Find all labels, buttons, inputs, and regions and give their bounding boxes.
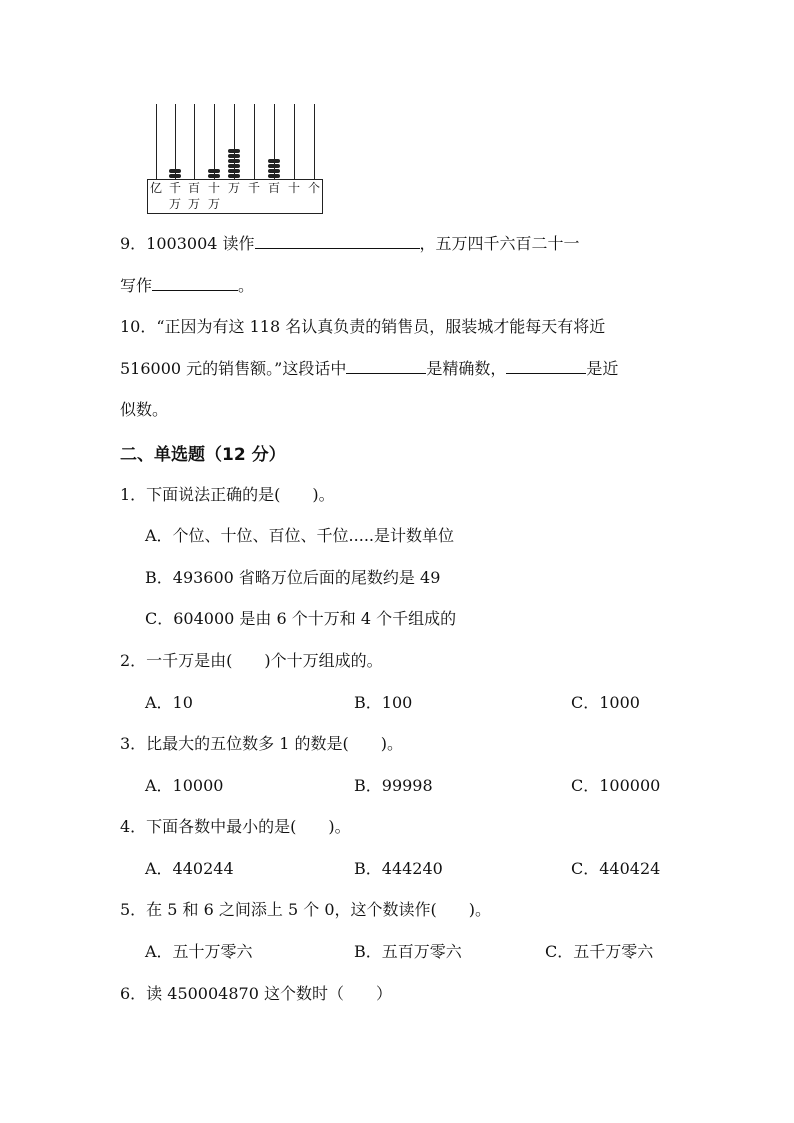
- abacus-bead: [228, 159, 240, 163]
- abacus-bead: [228, 164, 240, 168]
- mc-option[interactable]: A．10: [145, 693, 193, 712]
- abacus-label: 个: [307, 181, 320, 195]
- mc-option[interactable]: C．1000: [571, 693, 640, 712]
- abacus-label: 百: [267, 181, 280, 195]
- abacus-label: 万: [207, 197, 220, 211]
- question-text: 。: [238, 276, 255, 295]
- mc-option[interactable]: C．五千万零六: [545, 942, 654, 961]
- abacus-label: 百: [187, 181, 200, 195]
- abacus-bead: [169, 169, 181, 173]
- abacus-figure: [147, 104, 323, 212]
- question-10-line3: 似数。: [120, 400, 169, 419]
- question-text: 是近: [586, 359, 619, 378]
- question-text: 是精确数，: [426, 359, 507, 378]
- abacus-bead: [208, 169, 220, 173]
- abacus-label: 亿: [149, 181, 162, 195]
- question-9-line1: [120, 231, 580, 254]
- abacus-bead: [228, 174, 240, 178]
- abacus-label: 千: [168, 181, 181, 195]
- abacus-bead: [268, 169, 280, 173]
- mc-option[interactable]: A．440244: [145, 859, 234, 878]
- abacus-label: 十: [287, 181, 300, 195]
- abacus-bead: [268, 174, 280, 178]
- mc-question-stem: 3．比最大的五位数多 1 的数是( )。: [120, 734, 404, 753]
- mc-option[interactable]: C．604000 是由 6 个十万和 4 个千组成的: [145, 609, 457, 628]
- abacus-label: 十: [207, 181, 220, 195]
- abacus-rod: [314, 104, 315, 180]
- question-text: 516000 元的销售额。”这段话中: [120, 359, 347, 378]
- abacus-bead: [228, 149, 240, 153]
- abacus-rod: [156, 104, 157, 180]
- question-10-line2: [120, 356, 618, 379]
- mc-option[interactable]: B．100: [354, 693, 413, 712]
- abacus-rod: [254, 104, 255, 180]
- mc-question-stem: 4．下面各数中最小的是( )。: [120, 817, 351, 836]
- abacus-label: 万: [168, 197, 181, 211]
- mc-option[interactable]: B．五百万零六: [354, 942, 462, 961]
- mc-question-stem: 5．在 5 和 6 之间添上 5 个 0，这个数读作( )。: [120, 900, 491, 919]
- abacus-rod: [194, 104, 195, 180]
- mc-option[interactable]: C．100000: [571, 776, 661, 795]
- section-title: 二、单选题（12 分）: [120, 445, 286, 465]
- mc-option[interactable]: B．99998: [354, 776, 433, 795]
- mc-question-stem: 2．一千万是由( )个十万组成的。: [120, 651, 383, 670]
- abacus-bead: [228, 169, 240, 173]
- answer-blank[interactable]: [152, 274, 238, 291]
- mc-option[interactable]: A．个位、十位、百位、千位.....是计数单位: [145, 526, 454, 545]
- answer-blank[interactable]: [346, 357, 426, 374]
- abacus-bead: [268, 164, 280, 168]
- question-9-line2: [120, 273, 254, 296]
- answer-blank[interactable]: [255, 232, 420, 249]
- abacus-bead: [228, 154, 240, 158]
- question-text: 9．1003004 读作: [120, 234, 255, 253]
- mc-question-stem: 6．读 450004870 这个数时（ ）: [120, 984, 392, 1003]
- abacus-label: 万: [187, 197, 200, 211]
- abacus-label: 万: [227, 181, 240, 195]
- mc-option[interactable]: A．五十万零六: [145, 942, 253, 961]
- answer-blank[interactable]: [506, 357, 586, 374]
- abacus-label: 千: [247, 181, 260, 195]
- mc-option[interactable]: C．440424: [571, 859, 661, 878]
- question-10-line1: 10．“正因为有这 118 名认真负责的销售员，服装城才能每天有将近: [120, 317, 606, 336]
- mc-option[interactable]: A．10000: [145, 776, 224, 795]
- abacus-bead: [208, 174, 220, 178]
- abacus-bead: [169, 174, 181, 178]
- question-text: 写作: [120, 276, 153, 295]
- mc-option[interactable]: B．493600 省略万位后面的尾数约是 49: [145, 568, 441, 587]
- question-text: ，五万四千六百二十一: [419, 234, 580, 253]
- mc-option[interactable]: B．444240: [354, 859, 443, 878]
- abacus-rod: [294, 104, 295, 180]
- mc-question-stem: 1．下面说法正确的是( )。: [120, 485, 335, 504]
- abacus-bead: [268, 159, 280, 163]
